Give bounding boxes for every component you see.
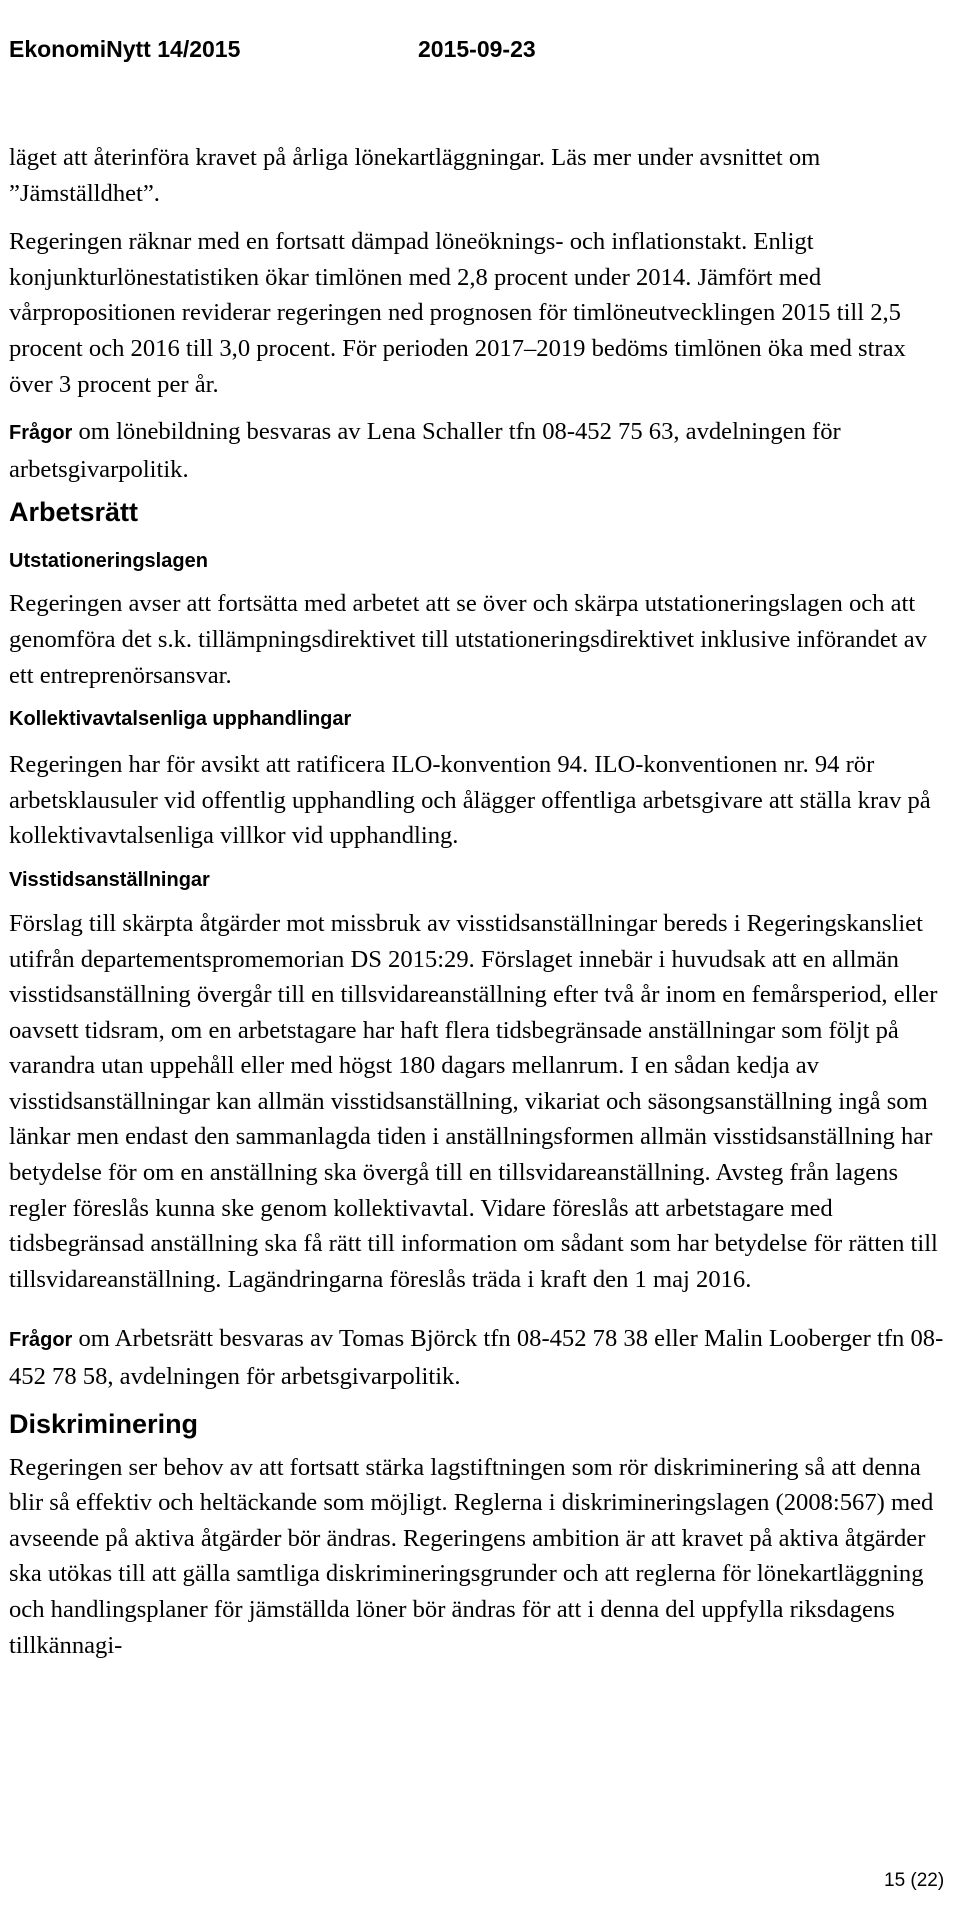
diskriminering-paragraph: Regeringen ser behov av att fortsatt stärka lagstiftningen som rör diskriminering så att denna blir så effektiv och heltäckande som möjligt. Reglerna i diskrimineringslagen (2008:567) med avseende på aktiva åtgärder bör ändras. Regeringens ambition är att kravet på aktiva åtgärder ska utökas till att gälla samtliga diskrimineringsgrunder och att reglerna för lönekartläggning och handlingsplaner för jämställda löner bör ändras för att i denna del uppfylla riksdagens tillkännagi-: [9, 1453, 934, 1659]
kollektivavtal-paragraph: Regeringen har för avsikt att ratificera ILO-konvention 94. ILO-konventionen nr. 94 rör arbetsklausuler vid offentlig upphandling och ålägger offentliga arbetsgivare att ställa krav på kollektivavtalsenliga villkor vid upphandling.: [9, 751, 931, 850]
contact-lead: Frågor: [9, 422, 73, 445]
visstid-paragraph: Förslag till skärpta åtgärder mot missbruk av visstidsanställningar bereds i Regeringskansliet utifrån departementspromemorian DS 2015:29. Förslaget innebär i huvudsak att en allmän visstidsanställning övergår till en tillsvidareanställning efter två år inom en femårsperiod, eller oavsett tidsram, om en arbetstagare har haft flera tidsbegränsade anställningar som följt på varandra utan uppehåll eller med högst 180 dagars mellanrum. I en sådan kedja av visstidsanställningar kan allmän visstidsanställning, vikariat och säsongsanställning ingå som länkar men endast den sammanlagda tiden i anställningsformen allmän visstidsanställning har betydelse för om en anställning ska övergå till en tillsvidareanställning. Avsteg från lagens regler föreslås kunna ske genom kollektivavtal. Vidare föreslås att arbetstagare med tidsbegränsad anställning ska få rätt till information om sådant som har betydelse för rätten till tillsvidareanställning. Lagändringarna föreslås träda i kraft den 1 maj 2016.: [9, 909, 938, 1293]
page-content: [9, 140, 949, 1663]
subheading-kollektivavtal: Kollektivavtalsenliga upphandlingar: [9, 708, 352, 731]
section-heading-arbetsratt: Arbetsrätt: [9, 497, 139, 528]
subheading-utstationeringslagen: Utstationeringslagen: [9, 550, 208, 573]
wage-contact-paragraph: [9, 414, 949, 487]
publication-title: EkonomiNytt 14/2015: [9, 36, 241, 62]
subheading-visstidsanstallningar: Visstidsanställningar: [9, 868, 210, 891]
section-heading-diskriminering: Diskriminering: [9, 1408, 199, 1439]
intro-paragraph-2: Regeringen räknar med en fortsatt dämpad löneöknings- och inflationstakt. Enligt konjunkturlönestatistiken ökar timlönen med 2,8 procent under 2014. Jämfört med vårpropositionen reviderar regeringen ned prognosen för timlöneutvecklingen 2015 till 2,5 procent och 2016 till 3,0 procent. För perioden 2017–2019 bedöms timlönen öka med strax över 3 procent per år.: [9, 228, 906, 398]
labor-law-contact-paragraph: [9, 1321, 949, 1394]
intro-paragraph-1: läget att återinföra kravet på årliga lönekartläggningar. Läs mer under avsnittet om ”Jämställdhet”.: [9, 144, 821, 207]
contact-lead: Frågor: [9, 1329, 73, 1352]
contact-text: om lönebildning besvaras av Lena Schaller tfn 08-452 75 63, avdelningen för arbetsgivarpolitik.: [9, 418, 841, 483]
contact-text: om Arbetsrätt besvaras av Tomas Björck tfn 08-452 78 38 eller Malin Looberger tfn 08-452 78 58, avdelningen för arbetsgivarpolitik.: [9, 1325, 944, 1391]
publication-date: 2015-09-23: [418, 36, 536, 62]
page-number: 15 (22): [884, 1870, 945, 1891]
utstationering-paragraph: Regeringen avser att fortsätta med arbetet att se över och skärpa utstationeringslagen och att genomföra det s.k. tillämpningsdirektivet till utstationeringsdirektivet inklusive införandet av ett entreprenörsansvar.: [9, 590, 927, 689]
